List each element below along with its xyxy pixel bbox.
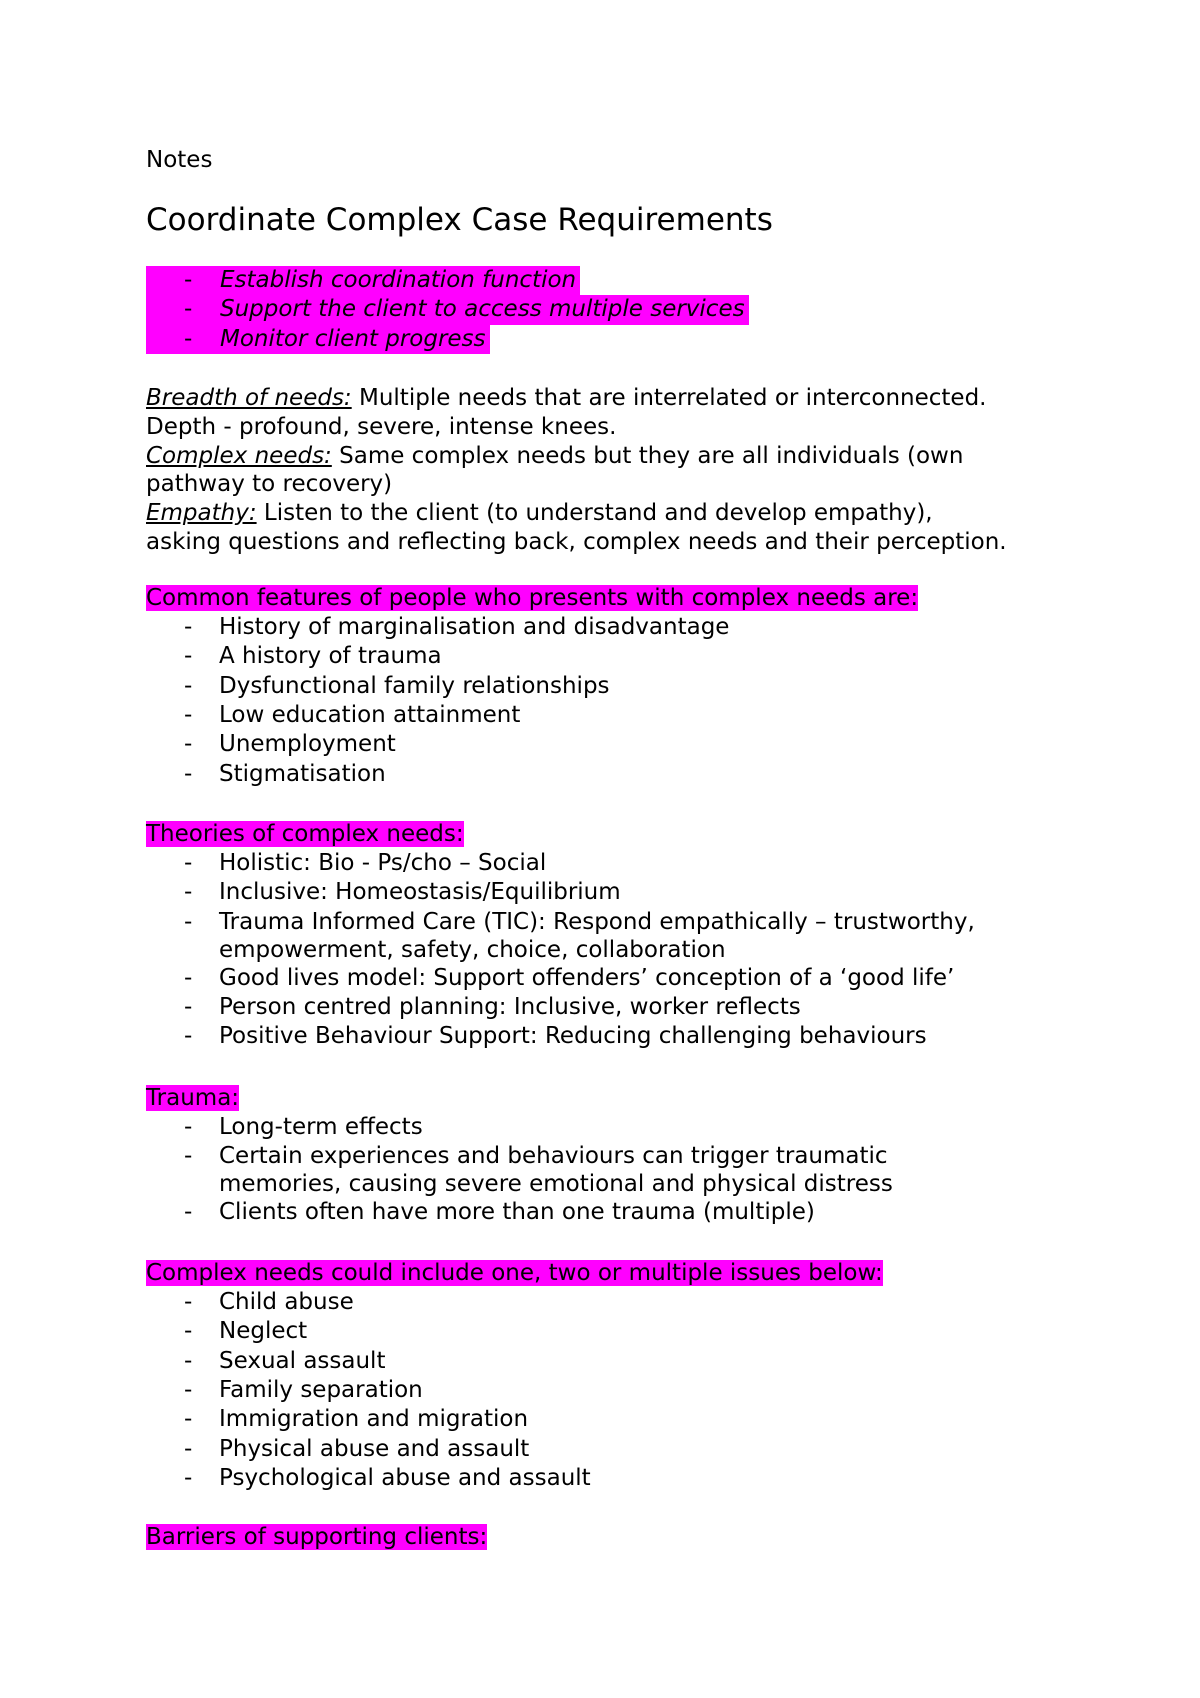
trauma-section bbox=[146, 1084, 1086, 1228]
list-item: - Support the client to access multiple services bbox=[146, 295, 1086, 324]
objective-text: Monitor client progress bbox=[220, 325, 486, 352]
objectives-list bbox=[146, 266, 1086, 354]
definition-line bbox=[146, 384, 1086, 413]
definition-line bbox=[146, 499, 1086, 528]
list-item: - Neglect bbox=[184, 1318, 308, 1345]
definition-text: Multiple needs that are interrelated or interconnected. bbox=[351, 385, 987, 411]
section-heading: Common features of people who presents with complex needs are: bbox=[146, 585, 919, 611]
objective-text: Establish coordination function bbox=[220, 267, 577, 293]
list-item: - Sexual assault bbox=[184, 1347, 386, 1374]
list-item: - Person centred planning: Inclusive, worker reflects bbox=[184, 994, 801, 1021]
section-heading: Barriers of supporting clients: bbox=[146, 1524, 488, 1550]
definition-line: Depth - profound, severe, intense knees. bbox=[146, 413, 617, 440]
complex-issues-section bbox=[146, 1259, 1086, 1494]
list-item: - Immigration and migration bbox=[184, 1406, 529, 1433]
list-item: - A history of trauma bbox=[184, 643, 442, 670]
list-item: - History of marginalisation and disadvantage bbox=[184, 613, 730, 640]
complex-issues-list bbox=[146, 1288, 1086, 1494]
section-heading: Trauma: bbox=[146, 1085, 240, 1111]
definition-term: Breadth of needs: bbox=[146, 385, 352, 411]
section-heading: Complex needs could include one, two or multiple issues below: bbox=[146, 1260, 883, 1286]
list-item: - Long-term effects bbox=[184, 1113, 423, 1140]
objective-text: Support the client to access multiple services bbox=[220, 296, 745, 323]
list-item: - Stigmatisation bbox=[184, 760, 386, 787]
list-item: - Trauma Informed Care (TIC): Respond empathically – trustworthy, empowerment, safety, choice, collaboration bbox=[184, 908, 975, 963]
common-features-list bbox=[146, 613, 1086, 789]
list-item: - Family separation bbox=[184, 1377, 423, 1404]
definition-text: Listen to the client (to understand and develop empathy), bbox=[256, 500, 933, 527]
definition-line bbox=[146, 442, 1086, 471]
common-features-section bbox=[146, 584, 1086, 789]
list-item: - Good lives model: Support offenders’ conception of a ‘good life’ bbox=[184, 964, 955, 991]
list-item: - Child abuse bbox=[184, 1288, 354, 1315]
barriers-section bbox=[146, 1523, 1086, 1552]
list-item: - Physical abuse and assault bbox=[184, 1435, 530, 1462]
list-item: - Holistic: Bio - Ps/cho – Social bbox=[184, 849, 547, 876]
list-item: - Certain experiences and behaviours can trigger traumatic memories, causing severe emotional and physical distress bbox=[184, 1143, 893, 1198]
list-item: - Establish coordination function bbox=[146, 266, 1086, 295]
objectives-section bbox=[146, 266, 1086, 354]
theories-section bbox=[146, 820, 1086, 1052]
definition-term: Complex needs: bbox=[146, 442, 332, 469]
list-item: - Inclusive: Homeostasis/Equilibrium bbox=[184, 879, 621, 906]
section-heading: Theories of complex needs: bbox=[146, 821, 464, 847]
list-item: - Low education attainment bbox=[184, 702, 521, 729]
definitions-section bbox=[146, 384, 1086, 557]
definition-term: Empathy: bbox=[146, 500, 257, 527]
list-item: - Clients often have more than one trauma (multiple) bbox=[184, 1199, 815, 1226]
theories-list bbox=[146, 849, 1086, 1052]
list-item: - Monitor client progress bbox=[146, 325, 1086, 354]
definition-line: pathway to recovery) bbox=[146, 471, 393, 498]
document-title: Coordinate Complex Case Requirements bbox=[146, 202, 773, 238]
trauma-list bbox=[146, 1113, 1086, 1228]
list-item: - Positive Behaviour Support: Reducing challenging behaviours bbox=[184, 1023, 927, 1050]
notes-label: Notes bbox=[146, 147, 213, 173]
definition-line: asking questions and reflecting back, complex needs and their perception. bbox=[146, 528, 1007, 555]
list-item: - Psychological abuse and assault bbox=[184, 1465, 591, 1492]
list-item: - Unemployment bbox=[184, 731, 396, 758]
definition-text: Same complex needs but they are all individuals (own bbox=[331, 442, 964, 469]
list-item: - Dysfunctional family relationships bbox=[184, 672, 610, 699]
